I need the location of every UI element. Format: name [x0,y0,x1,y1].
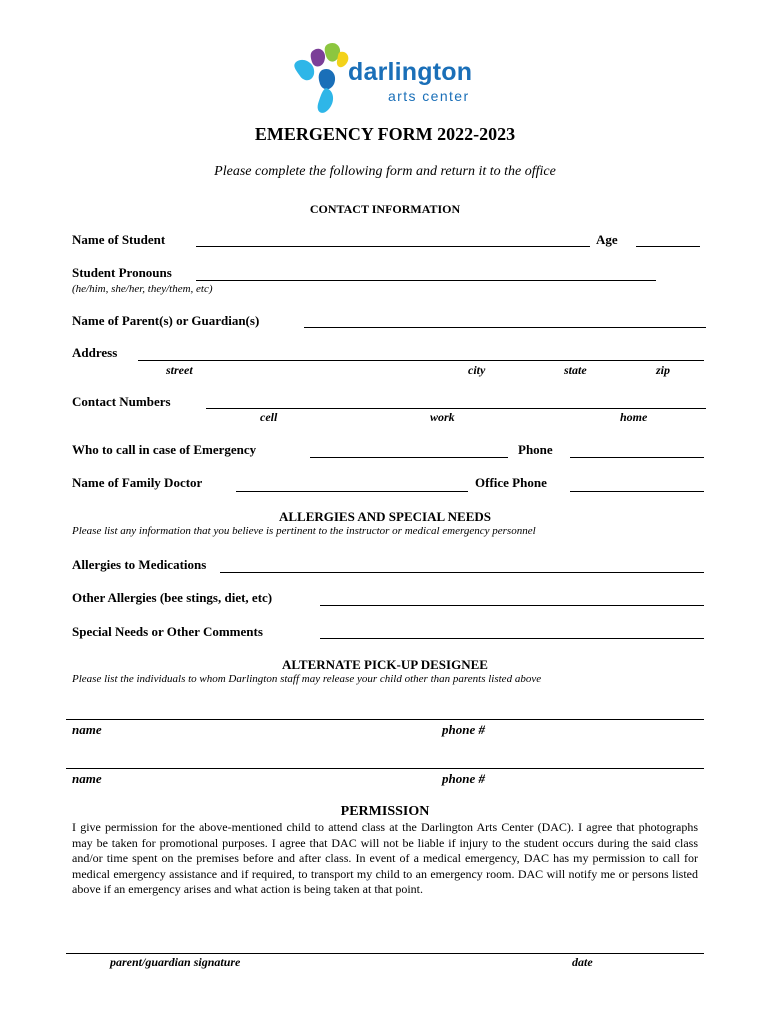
allergies-hint: Please list any information that you believe is pertinent to the instructor or medical emergency personnel [72,525,536,537]
address-field[interactable] [138,360,704,361]
address-state-label: state [564,363,587,377]
office-phone-label: Office Phone [475,475,547,490]
logo-mark-icon [290,40,352,118]
form-intro: Please complete the following form and return it to the office [214,164,556,179]
permission-text: I give permission for the above-mentioned child to attend class at the Darlington Arts Center (DAC). I agree that photographs may be taken for promotional purposes. I agree that DAC will not be liable if injury to the student occurs during the said class and/or time spent on the premises before and after class. In event of a medical emergency, DAC has my permission to call for medical emergency assistance and if required, to transport my child to an emergency room. DAC will notify me or persons listed above if an emergency arises and what action is being taken at that point. [72,820,698,896]
signature-line[interactable] [66,953,704,954]
other-allergies-field[interactable] [320,605,704,606]
logo-name: darlington [348,58,473,86]
student-name-label: Name of Student [72,232,166,247]
pickup-phone-label-1: phone # [442,722,485,737]
parent-field[interactable] [304,327,706,328]
pickup-name-label-1: name [72,722,102,737]
logo-subname: arts center [388,88,470,104]
address-label: Address [72,345,118,360]
special-needs-label: Special Needs or Other Comments [72,624,263,639]
permission-heading: PERMISSION [340,804,430,819]
contact-numbers-field[interactable] [206,408,706,409]
pronouns-field[interactable] [196,280,656,281]
address-street-label: street [166,363,193,377]
phone-label: Phone [518,442,553,457]
address-city-label: city [468,363,486,377]
date-label: date [572,955,593,969]
work-label: work [430,410,455,424]
office-phone-field[interactable] [570,491,704,492]
student-name-field[interactable] [196,246,590,247]
age-label: Age [596,232,618,247]
age-field[interactable] [636,246,700,247]
pickup-heading: ALTERNATE PICK-UP DESIGNEE [282,657,488,672]
emergency-contact-field[interactable] [310,457,508,458]
medication-allergies-field[interactable] [220,572,704,573]
other-allergies-label: Other Allergies (bee stings, diet, etc) [72,590,273,605]
contact-heading: CONTACT INFORMATION [309,202,461,216]
pronouns-hint: (he/him, she/her, they/them, etc) [72,283,213,295]
home-label: home [620,410,648,424]
address-zip-label: zip [656,363,671,377]
pickup-hint: Please list the individuals to whom Darlington staff may release your child other than parents listed above [72,673,542,685]
medication-allergies-label: Allergies to Medications [72,557,207,572]
contact-numbers-label: Contact Numbers [72,394,171,409]
pronouns-label: Student Pronouns [72,265,172,280]
allergies-heading: ALLERGIES AND SPECIAL NEEDS [278,509,492,524]
emergency-phone-field[interactable] [570,457,704,458]
parent-label: Name of Parent(s) or Guardian(s) [72,313,260,328]
logo [290,40,490,118]
pickup-phone-label-2: phone # [442,771,485,786]
emergency-contact-label: Who to call in case of Emergency [72,442,257,457]
cell-label: cell [260,410,278,424]
doctor-label: Name of Family Doctor [72,475,203,490]
doctor-field[interactable] [236,491,468,492]
signature-label: parent/guardian signature [110,955,241,969]
special-needs-field[interactable] [320,638,704,639]
pickup-line-1[interactable] [66,719,704,720]
form-title: EMERGENCY FORM 2022-2023 [254,124,516,144]
pickup-name-label-2: name [72,771,102,786]
pickup-line-2[interactable] [66,768,704,769]
